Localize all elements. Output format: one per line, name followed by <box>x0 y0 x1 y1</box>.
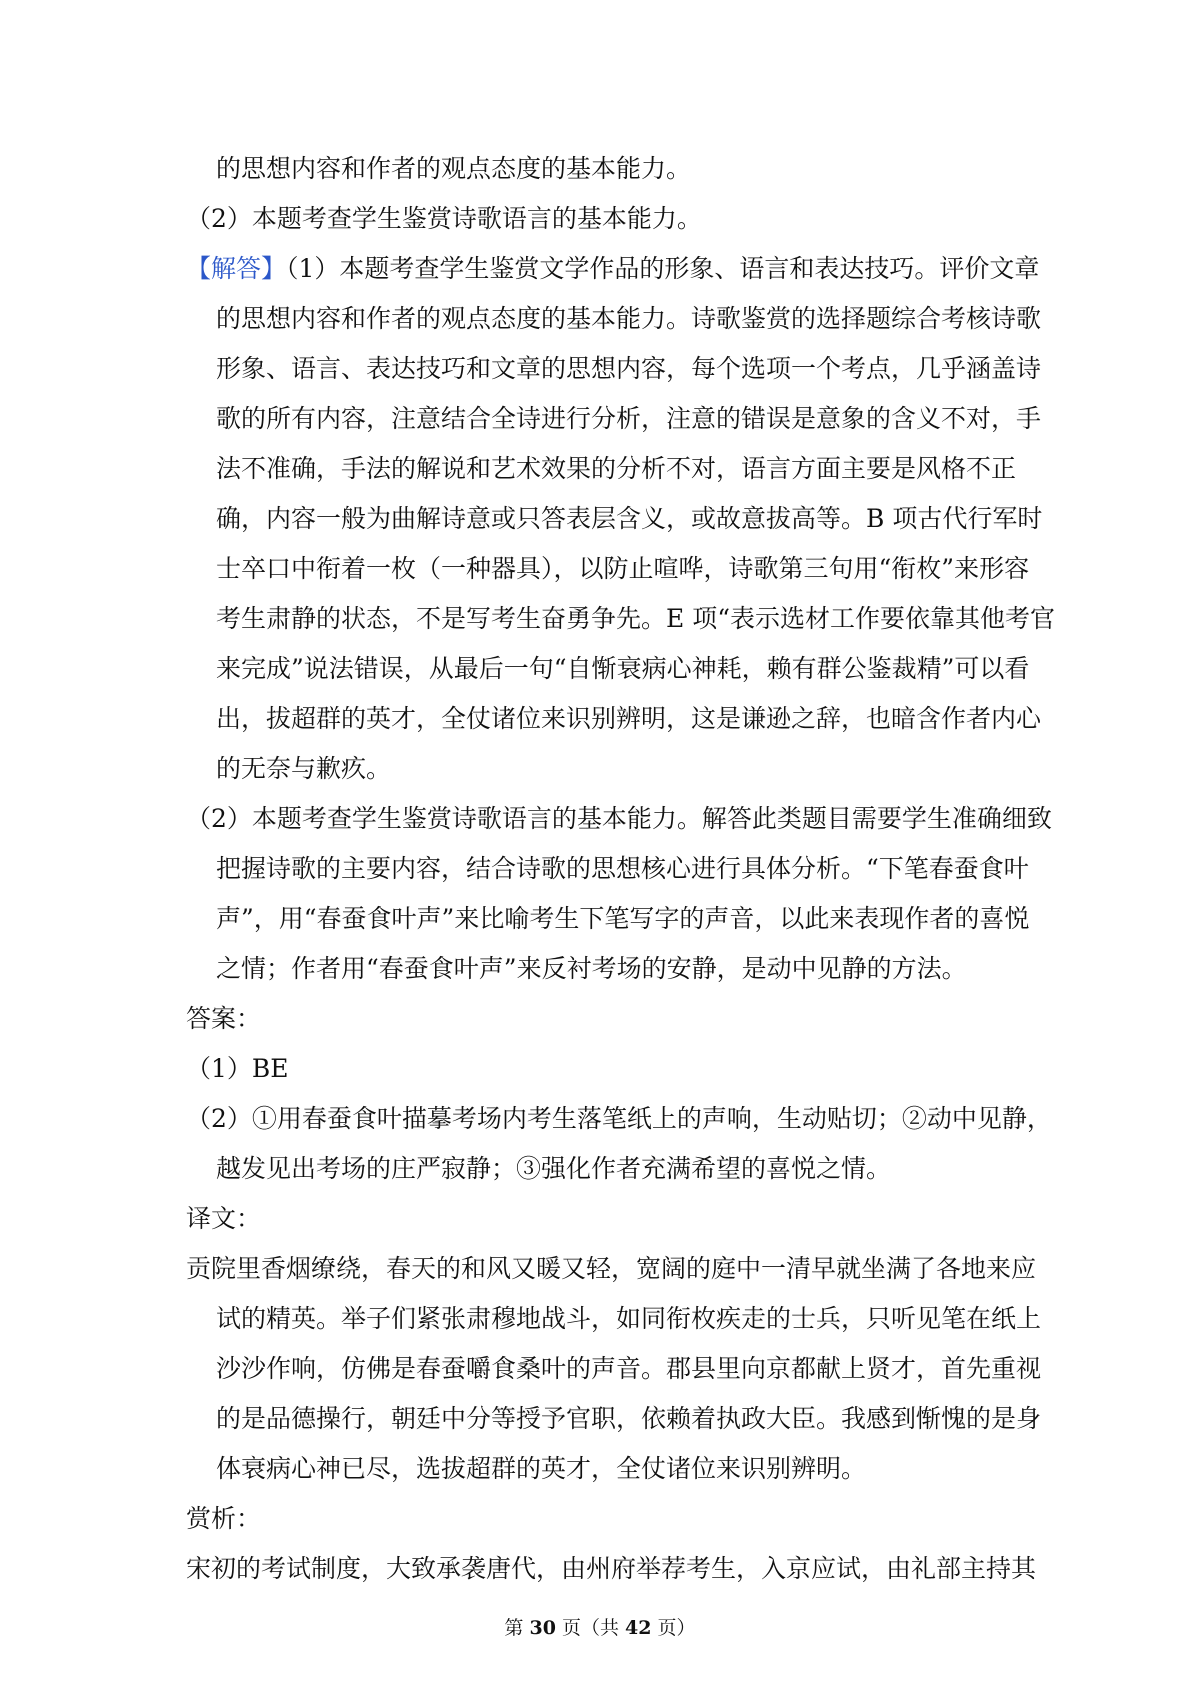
solution-line: 的思想内容和作者的观点态度的基本能力。诗歌鉴赏的选择题综合考核诗歌 <box>216 304 1042 333</box>
footer-suffix: 页） <box>657 1617 696 1639</box>
answer-part2-line: 越发见出考场的庄严寂静；③强化作者充满希望的喜悦之情。 <box>216 1154 892 1183</box>
solution-part2-line: （2）本题考查学生鉴赏诗歌语言的基本能力。解答此类题目需要学生准确细致 <box>186 804 1052 833</box>
solution-line: 歌的所有内容，注意结合全诗进行分析，注意的错误是意象的含义不对，手 <box>216 404 1042 433</box>
analysis-line-1: 的思想内容和作者的观点态度的基本能力。 <box>216 154 692 183</box>
solution-part2-line: 之情；作者用“春蚕食叶声”来反衬考场的安静，是动中见静的方法。 <box>216 954 967 983</box>
footer-middle: 页（共 <box>561 1617 619 1639</box>
answer-heading: 答案： <box>186 1004 262 1033</box>
solution-line: 法不准确，手法的解说和艺术效果的分析不对，语言方面主要是风格不正 <box>216 454 1017 483</box>
analysis-line-2: （2）本题考查学生鉴赏诗歌语言的基本能力。 <box>186 204 702 233</box>
footer-total-pages: 42 <box>625 1617 652 1639</box>
solution-first-line <box>186 244 1040 294</box>
translation-line: 沙沙作响，仿佛是春蚕嚼食桑叶的声音。郡县里向京都献上贤才，首先重视 <box>216 1354 1042 1383</box>
translation-line: 贡院里香烟缭绕，春天的和风又暖又轻，宽阔的庭中一清早就坐满了各地来应 <box>186 1254 1037 1283</box>
translation-line: 试的精英。举子们紧张肃穆地战斗，如同衔枚疾走的士兵，只听见笔在纸上 <box>216 1304 1042 1333</box>
solution-line: 来完成”说法错误，从最后一句“自惭衰病心神耗，赖有群公鉴裁精”可以看 <box>216 654 1030 683</box>
translation-heading: 译文： <box>186 1204 262 1233</box>
solution-line: 出，拔超群的英才，全仗诸位来识别辨明，这是谦逊之辞，也暗含作者内心 <box>216 704 1042 733</box>
appreciation-line: 宋初的考试制度，大致承袭唐代，由州府举荐考生，入京应试，由礼部主持其 <box>186 1554 1037 1583</box>
answer-part1: （1）BE <box>186 1054 289 1083</box>
translation-line: 体衰病心神已尽，选拔超群的英才，全仗诸位来识别辨明。 <box>216 1454 867 1483</box>
answer-part2-line: （2）①用春蚕食叶描摹考场内考生落笔纸上的声响，生动贴切；②动中见静， <box>186 1104 1052 1133</box>
translation-line: 的是品德操行，朝廷中分等授予官职，依赖着执政大臣。我感到惭愧的是身 <box>216 1404 1042 1433</box>
page-content <box>186 144 1055 1594</box>
footer-prefix: 第 <box>504 1617 524 1639</box>
solution-part2-line: 把握诗歌的主要内容，结合诗歌的思想核心进行具体分析。“下笔春蚕食叶 <box>216 854 1029 883</box>
solution-label: 【解答】 <box>186 254 287 283</box>
solution-line: 士卒口中衔着一枚（一种器具），以防止喧哗，诗歌第三句用“衔枚”来形容 <box>216 554 1030 583</box>
page-footer <box>0 1616 1200 1640</box>
solution-part2-line: 声”，用“春蚕食叶声”来比喻考生下笔写字的声音，以此来表现作者的喜悦 <box>216 904 1030 933</box>
solution-text: （1）本题考查学生鉴赏文学作品的形象、语言和表达技巧。评价文章 <box>286 254 1040 283</box>
solution-line: 形象、语言、表达技巧和文章的思想内容，每个选项一个考点，几乎涵盖诗 <box>216 354 1042 383</box>
solution-line: 的无奈与歉疚。 <box>216 754 392 783</box>
appreciation-heading: 赏析： <box>186 1504 262 1533</box>
footer-page-number: 30 <box>529 1617 556 1639</box>
solution-line: 确，内容一般为曲解诗意或只答表层含义，或故意拔高等。B 项古代行军时 <box>216 504 1043 533</box>
solution-line: 考生肃静的状态，不是写考生奋勇争先。E 项“表示选材工作要依靠其他考官 <box>216 604 1055 633</box>
